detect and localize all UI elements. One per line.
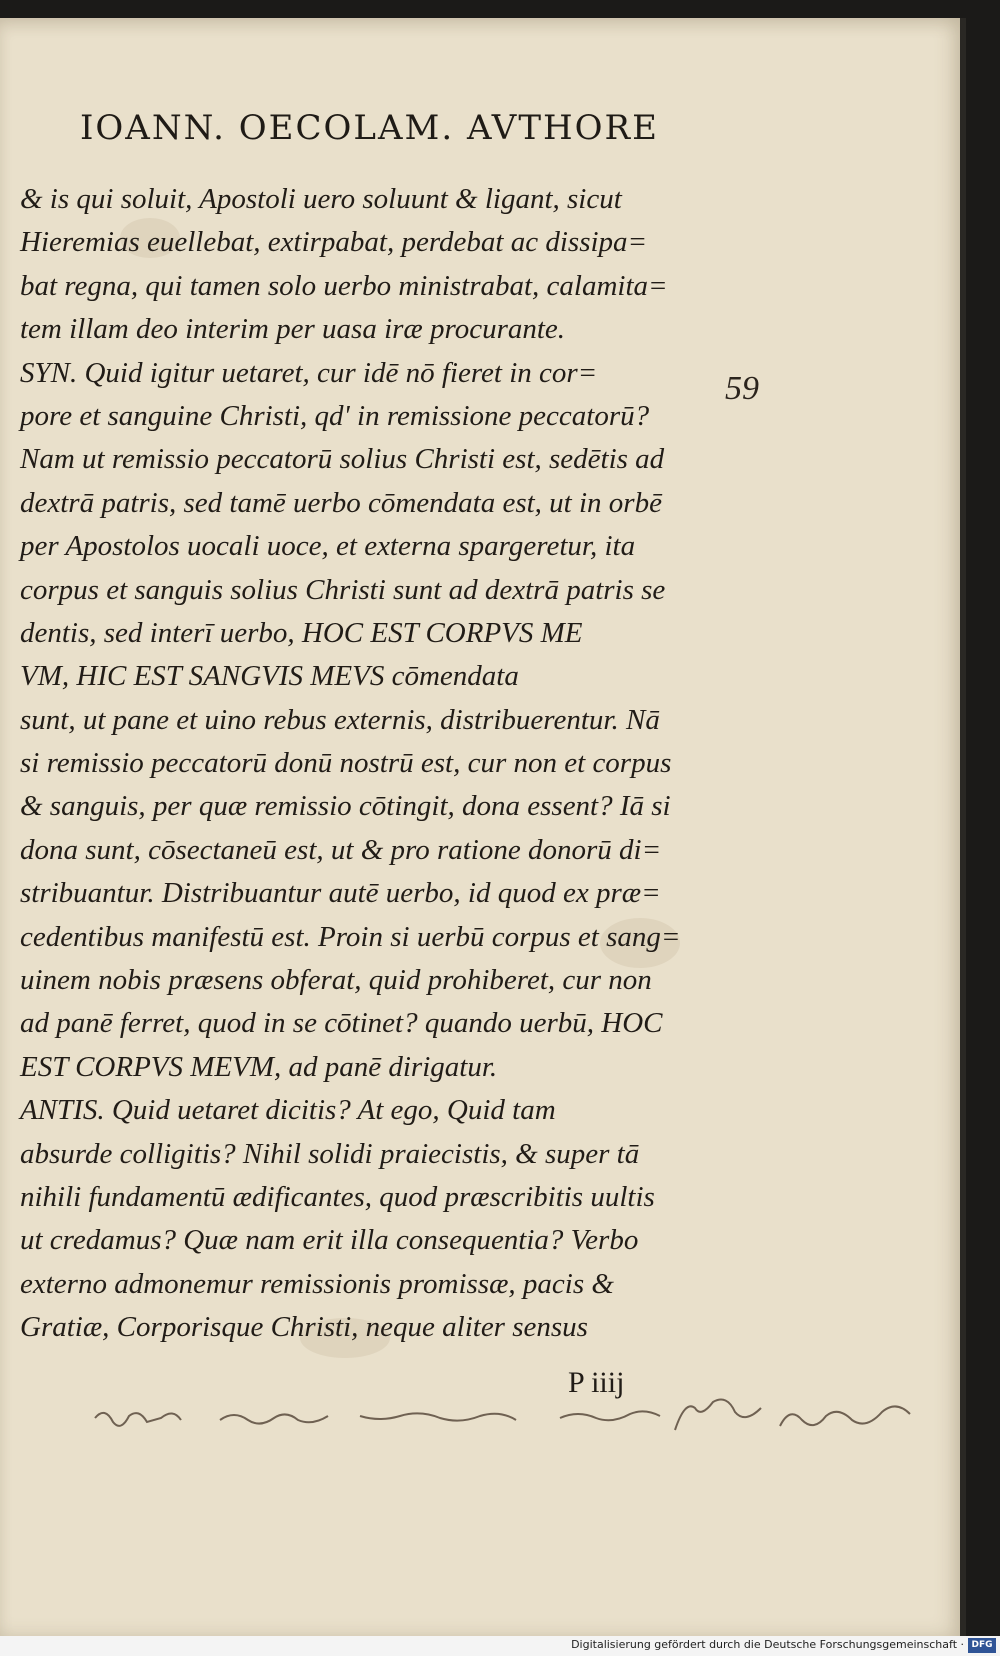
text-line: bat regna, qui tamen solo uerbo ministrabat, calamita= (20, 269, 668, 302)
book-page (0, 18, 966, 1636)
text-block (20, 178, 710, 1350)
text-line: nihili fundamentū ædificantes, quod præscribitis uultis (20, 1180, 655, 1213)
text-line: absurde colligitis? Nihil solidi praiecistis, & super tā (20, 1137, 640, 1170)
footer-bar (0, 1636, 1000, 1656)
text-line: pore et sanguine Christi, qd' in remissione peccatorū? (20, 399, 650, 432)
text-line: tem illam deo interim per uasa iræ procurante. (20, 313, 566, 346)
text-line: cedentibus manifestū est. Proin si uerbū corpus et sang= (20, 920, 681, 953)
running-head: IOANN. OECOLAM. AVTHORE (80, 108, 659, 148)
text-line: & is qui soluit, Apostoli uero soluunt & ligant, sicut (20, 183, 622, 215)
text-line: stribuantur. Distribuantur autē uerbo, id quod ex præ= (20, 877, 661, 910)
text-line: uinem nobis præsens obferat, quid prohiberet, cur non (20, 964, 652, 997)
text-line: & sanguis, per quæ remissio cōtingit, dona essent? Iā si (20, 790, 671, 823)
text-line: Hieremias euellebat, extirpabat, perdebat ac dissipa= (20, 226, 648, 259)
text-line: Nam ut remissio peccatorū solius Christi est, sedētis ad (20, 443, 665, 476)
text-line: per Apostolos uocali uoce, et externa spargeretur, ita (20, 530, 636, 563)
text-line: Gratiæ, Corporisque Christi, neque aliter sensus (20, 1311, 588, 1344)
page-number-margin-note: 59 (725, 370, 759, 407)
handwritten-annotation (90, 1390, 950, 1440)
text-line: dentis, sed interī uerbo, HOC EST CORPVS ME (20, 616, 583, 649)
text-line: EST CORPVS MEVM, ad panē dirigatur. (20, 1050, 498, 1083)
text-line: ANTIS. Quid uetaret dicitis? At ego, Quid tam (20, 1094, 556, 1127)
funding-credit: Digitalisierung gefördert durch die Deutsche Forschungsgemeinschaft · (571, 1638, 964, 1651)
text-line: externo admonemur remissionis promissæ, pacis & (20, 1267, 614, 1300)
signature-mark: P iiij (568, 1366, 625, 1399)
dfg-logo: DFG (968, 1638, 996, 1653)
text-line: si remissio peccatorū donū nostrū est, cur non et corpus (20, 747, 672, 780)
text-line: ut credamus? Quæ nam erit illa consequentia? Verbo (20, 1224, 639, 1257)
text-line: SYN. Quid igitur uetaret, cur idē nō fieret in cor= (20, 356, 598, 389)
text-line: dona sunt, cōsectaneū est, ut & pro ratione donorū di= (20, 833, 662, 866)
text-line: corpus et sanguis solius Christi sunt ad dextrā patris se (20, 573, 666, 606)
text-line: dextrā patris, sed tamē uerbo cōmendata est, ut in orbē (20, 486, 662, 519)
text-line: VM, HIC EST SANGVIS MEVS cōmendata (20, 660, 519, 693)
text-line: sunt, ut pane et uino rebus externis, distribuerentur. Nā (20, 703, 660, 736)
text-line: ad panē ferret, quod in se cōtinet? quando uerbū, HOC (20, 1007, 663, 1040)
